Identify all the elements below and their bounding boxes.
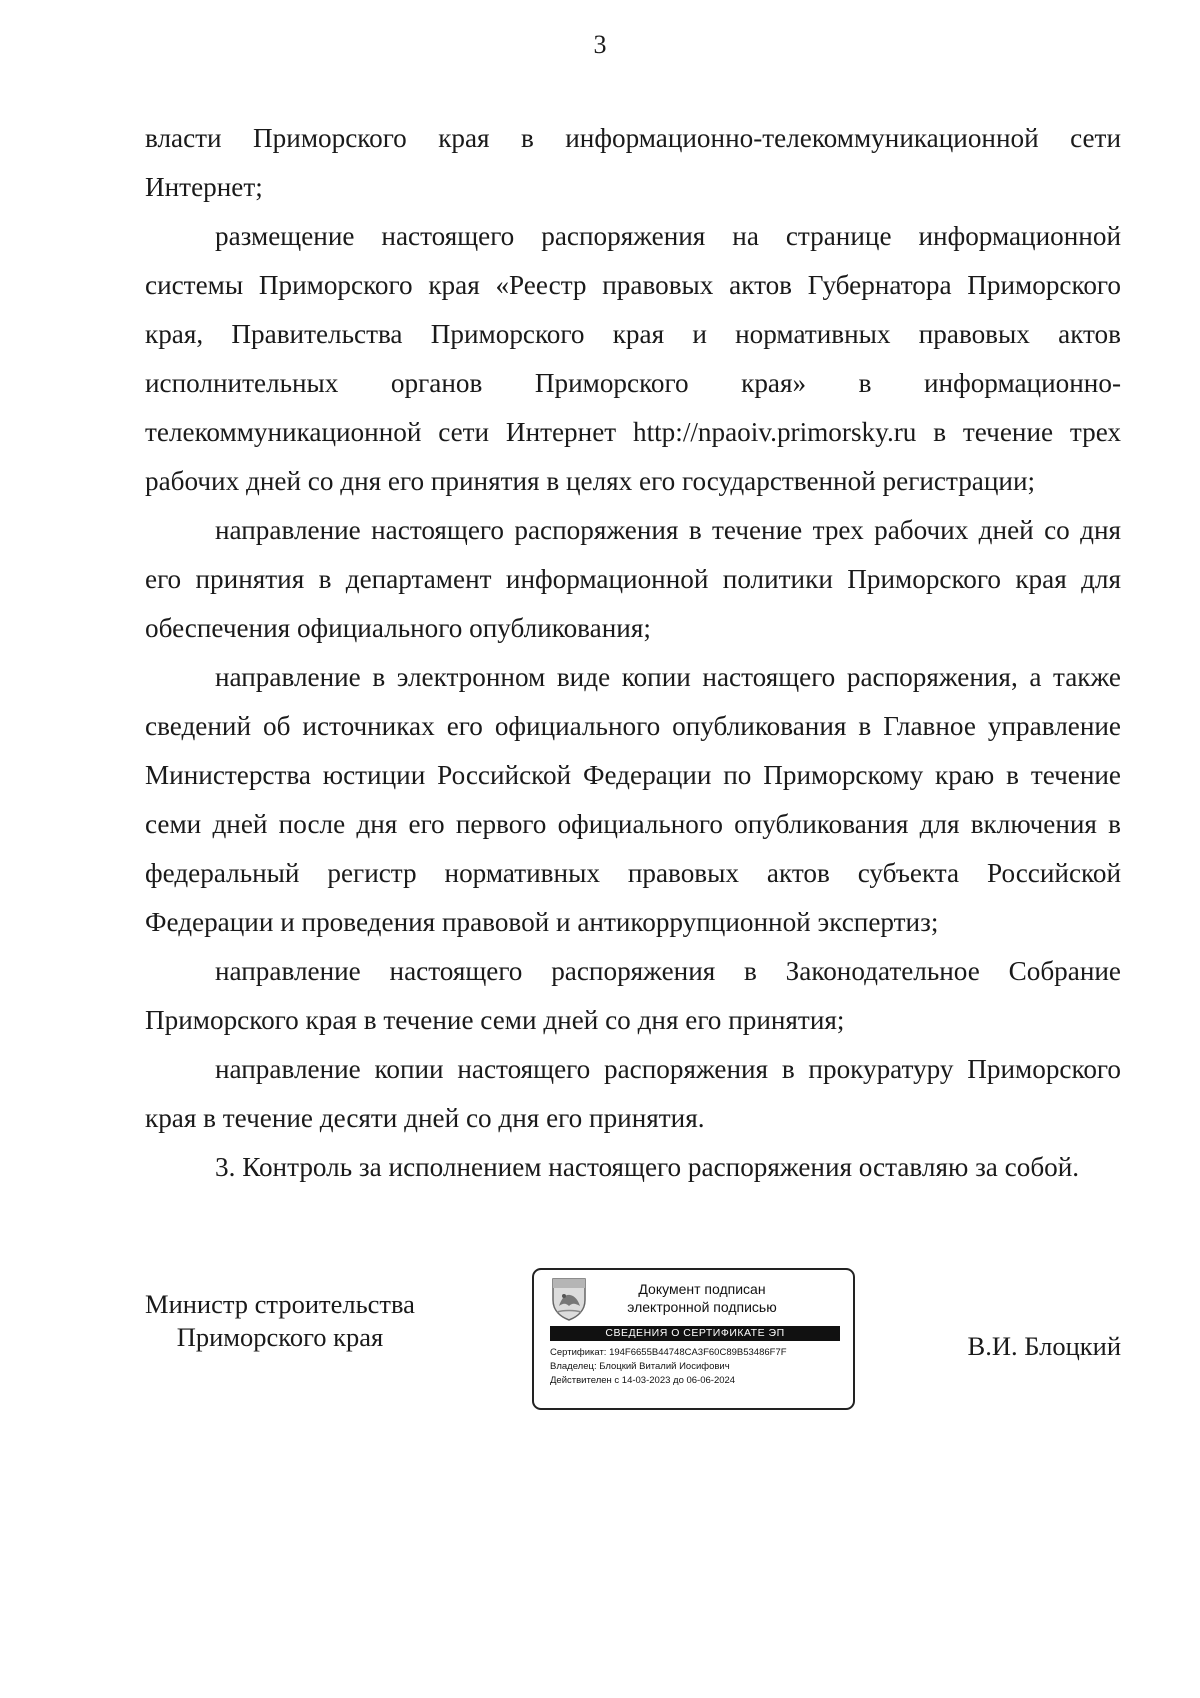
certificate-info-bar: СВЕДЕНИЯ О СЕРТИФИКАТЕ ЭП [550, 1326, 840, 1341]
paragraph: направление настоящего распоряжения в Законодательное Собрание Приморского края в течение семи дней со дня его принятия; [145, 956, 1121, 1035]
paragraph: размещение настоящего распоряжения на странице информационной системы Приморского края «Реестр правовых актов Губернатора Приморского края, Правительства Приморского края и нормативных правовых актов исполнительных органов Приморского края» в информационно-телекоммуникационной сети Интернет http://npaoiv.primorsky.ru в течение трех рабочих дней со дня его принятия в целях его государственной регистрации; [145, 221, 1121, 496]
paragraph: направление настоящего распоряжения в течение трех рабочих дней со дня его принятия в департамент информационной политики Приморского края для обеспечения официального опубликования; [145, 515, 1121, 643]
certificate-validity: Действителен с 14-03-2023 до 06-06-2024 [550, 1375, 736, 1386]
document-body [145, 114, 1121, 1192]
electronic-signature-stamp [532, 1268, 855, 1410]
certificate-details [550, 1346, 845, 1388]
paragraph-control-clause: 3. Контроль за исполнением настоящего распоряжения оставляю за собой. [215, 1152, 1080, 1182]
signer-position [145, 1288, 415, 1354]
signature-block [145, 1268, 1121, 1428]
paragraph: направление копии настоящего распоряжения в прокуратуру Приморского края в течение десяти дней со дня его принятия. [145, 1054, 1121, 1133]
certificate-number: Сертификат: 194F6655B44748CA3F60C89B53486F7F [550, 1347, 787, 1358]
paragraph: власти Приморского края в информационно-телекоммуникационной сети Интернет; [145, 123, 1121, 202]
page-number: 3 [593, 30, 607, 59]
paragraph: направление в электронном виде копии настоящего распоряжения, а также сведений об источниках его официального опубликования в Главное управление Министерства юстиции Российской Федерации по Приморскому краю в течение семи дней после дня его первого официального опубликования для включения в федеральный регистр нормативных правовых актов субъекта Российской Федерации и проведения правовой и антикоррупционной экспертиз; [145, 662, 1121, 937]
signer-position-line1: Министр строительства [145, 1289, 415, 1319]
certificate-owner: Владелец: Блоцкий Виталий Иосифович [550, 1361, 730, 1372]
stamp-title [602, 1280, 802, 1316]
stamp-title-line1: Документ подписан [638, 1281, 766, 1297]
signer-name: В.И. Блоцкий [967, 1331, 1121, 1361]
stamp-title-line2: электронной подписью [627, 1299, 777, 1315]
coat-of-arms-icon [550, 1276, 588, 1322]
signer-position-line2: Приморского края [176, 1322, 384, 1352]
